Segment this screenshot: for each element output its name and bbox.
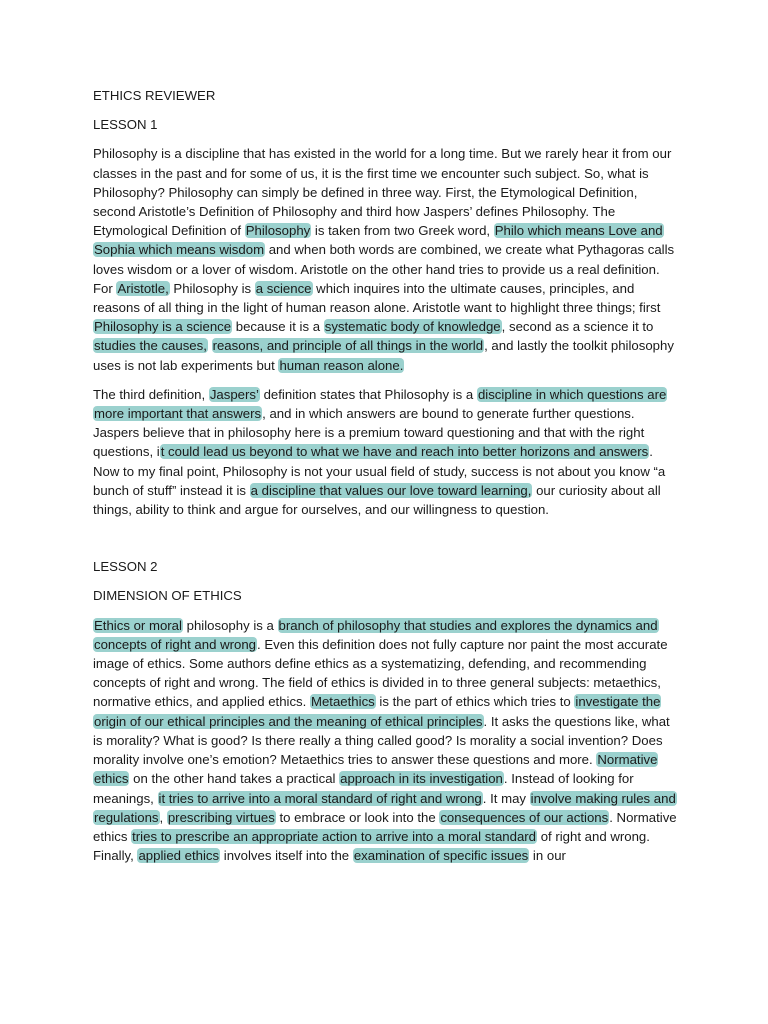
lesson-1-heading: LESSON 1 xyxy=(93,117,158,133)
lesson-1-paragraph-2 xyxy=(93,385,678,519)
highlighted-text: human reason alone. xyxy=(279,357,404,373)
text-run: our curiosity about all things, ability to think and argue for ourselves, and our willingness to question. xyxy=(93,482,661,518)
text-run: . It may xyxy=(482,790,530,806)
highlighted-text: Philosophy xyxy=(245,223,311,239)
highlighted-text: reasons, and principle of all things in the world xyxy=(212,338,484,354)
highlighted-text: investigate the origin of our ethical principles and the meaning of ethical principles xyxy=(94,694,661,729)
document-title: ETHICS REVIEWER xyxy=(93,88,216,103)
lesson-2-paragraph-1 xyxy=(93,616,678,866)
highlighted-text: tries to prescribe an appropriate action to arrive into a moral standard xyxy=(132,828,537,844)
text-run: in our xyxy=(529,848,566,864)
highlighted-text: Jaspers’ xyxy=(209,386,259,402)
highlighted-text: a discipline that values our love toward learning, xyxy=(250,482,532,498)
text-run: involves itself into the xyxy=(220,848,353,864)
highlighted-text: Metaethics xyxy=(310,694,375,710)
highlighted-text: involve making rules and regulations xyxy=(94,790,676,825)
highlighted-text: studies the causes, xyxy=(94,338,207,354)
text-run: . Normative ethics xyxy=(93,809,677,844)
highlighted-text: discipline in which questions are more important that answers xyxy=(94,386,667,422)
highlighted-text: Philosophy is a science xyxy=(94,319,232,335)
text-run: , second as a science it to xyxy=(501,319,654,335)
document-body xyxy=(93,86,678,875)
text-run: of right and wrong. Finally, xyxy=(93,828,650,864)
highlighted-text: approach in its investigation xyxy=(340,771,503,787)
text-run: . Instead of looking for meanings, xyxy=(93,771,634,806)
highlighted-text: a science xyxy=(255,280,312,296)
highlighted-text: it tries to arrive into a moral standard of right and wrong xyxy=(158,790,482,806)
text-run: , and in which answers are bound to generate further questions. Jaspers believe that in philosophy here is a premium toward questioning and that with the right questions, i xyxy=(93,406,645,460)
text-run: Philosophy is xyxy=(169,280,255,296)
highlighted-text: applied ethics xyxy=(138,848,220,864)
text-run: and when both words are combined, we create what Pythagoras calls loves wisdom or a lover of wisdom. Aristotle on the other hand tries to provide us a real definition. For xyxy=(93,242,675,296)
text-run: is taken from two Greek word, xyxy=(311,223,494,239)
lesson-2-subheading: DIMENSION OF ETHICS xyxy=(93,588,242,604)
highlighted-text: Normative ethics xyxy=(94,752,658,787)
text-run: definition states that Philosophy is a xyxy=(259,386,477,402)
text-run: which inquires into the ultimate causes, principles, and reasons of all thing in the light of human reason alone. Aristotle want to highlight three things; first xyxy=(93,280,661,316)
section-spacer xyxy=(93,529,678,557)
text-run: The third definition, xyxy=(93,386,209,402)
highlighted-text: prescribing virtues xyxy=(167,809,275,825)
highlighted-text: t could lead us beyond to what we have and reach into better horizons and answers xyxy=(160,444,649,460)
text-run: . Even this definition does not fully capture nor paint the most accurate image of ethics. Some authors define ethics as a systematizing, defending, and recommending concepts of right and wrong. The field of ethics is divided in to three general subjects: metaethics, normative ethics, and applied ethics. xyxy=(93,636,668,710)
highlighted-text: systematic body of knowledge xyxy=(324,319,501,335)
highlighted-text: branch of philosophy that studies and explores the dynamics and concepts of right and wrong xyxy=(94,617,658,652)
text-run: Philosophy is a discipline that has existed in the world for a long time. But we rarely hear it from our classes in the past and for some of us, it is the first time we encounter such subject. So, what is Philosophy? Philosophy can simply be defined in three way. First, the Etymological Definition, second Aristotle’s Definition of Philosophy and third how Jaspers’ defines Philosophy. The Etymological Definition of xyxy=(93,146,672,239)
text-run: , and lastly the toolkit philosophy uses is not lab experiments but xyxy=(93,338,674,373)
text-run: to embrace or look into the xyxy=(275,809,440,825)
text-run: is the part of ethics which tries to xyxy=(375,694,575,710)
highlighted-text: consequences of our actions xyxy=(440,809,609,825)
highlighted-text: Aristotle, xyxy=(117,280,169,296)
text-run: philosophy is a xyxy=(182,617,278,633)
text-run: on the other hand takes a practical xyxy=(129,771,340,787)
text-run: . It asks the questions like, what is morality? What is good? Is there really a thing called good? Is morality a social invention? Does morality involve one’s emotion? Metaethics tries to answer these questions and more. xyxy=(93,713,670,768)
text-run: because it is a xyxy=(232,319,324,335)
text-run: . Now to my final point, Philosophy is not your usual field of study, success is not about you know “a bunch of stuff” instead it is xyxy=(93,444,666,498)
highlighted-text: Ethics or moral xyxy=(94,617,182,633)
lesson-2-heading: LESSON 2 xyxy=(93,559,158,575)
highlighted-text: examination of specific issues xyxy=(353,848,529,864)
highlighted-text: Philo which means Love and Sophia which means wisdom xyxy=(94,223,663,258)
lesson-1-paragraph-1 xyxy=(93,144,678,374)
text-run: , xyxy=(159,809,167,825)
